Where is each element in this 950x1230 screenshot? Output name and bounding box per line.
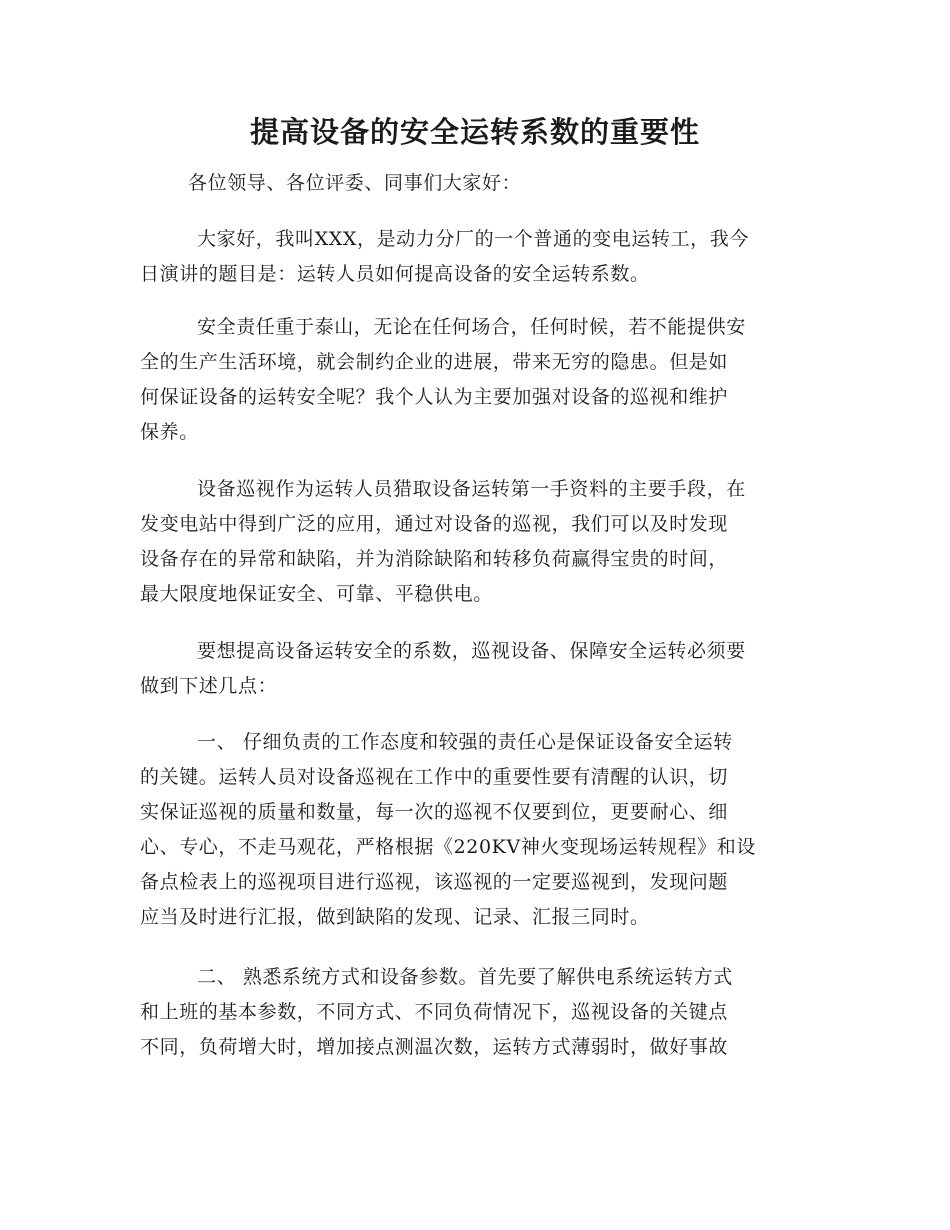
paragraph-line: 心、专心，不走马观花，严格根据《220KV神火变现场运转规程》和设 (140, 836, 756, 858)
paragraph-line: 的关键。运转人员对设备巡视在工作中的重要性要有清醒的认识，切 (140, 766, 729, 788)
paragraph-intro (140, 222, 810, 292)
paragraph-line: 何保证设备的运转安全呢？我个人认为主要加强对设备的巡视和维护 (140, 386, 729, 408)
paragraph-line: 备点检表上的巡视项目进行巡视，该巡视的一定要巡视到，发现问题 (140, 871, 729, 893)
paragraph-line: 和上班的基本参数，不同方式、不同负荷情况下，巡视设备的关键点 (140, 1001, 729, 1023)
paragraph-line: 发变电站中得到广泛的应用，通过对设备的巡视，我们可以及时发现 (140, 513, 729, 535)
paragraph-point-one (140, 725, 810, 935)
greeting-line: 各位领导、各位评委、同事们大家好： (188, 172, 522, 194)
paragraph-line: 不同，负荷增大时，增加接点测温次数，运转方式薄弱时，做好事故 (140, 1036, 729, 1058)
paragraph-line: 二、 熟悉系统方式和设备参数。首先要了解供电系统运转方式 (197, 966, 733, 988)
paragraph-line: 应当及时进行汇报，做到缺陷的发现、记录、汇报三同时。 (140, 906, 650, 928)
paragraph-requirements (140, 634, 810, 704)
paragraph-line: 全的生产生活环境，就会制约企业的进展，带来无穷的隐患。但是如 (140, 351, 729, 373)
paragraph-line: 安全责任重于泰山，无论在任何场合，任何时候，若不能提供安 (197, 316, 746, 338)
paragraph-line: 实保证巡视的质量和数量，每一次的巡视不仅要到位，更要耐心、细 (140, 801, 729, 823)
paragraph-inspection (140, 472, 810, 612)
document-title: 提高设备的安全运转系数的重要性 (249, 115, 700, 149)
paragraph-line: 做到下述几点： (140, 675, 278, 697)
paragraph-safety (140, 310, 810, 450)
paragraph-line: 设备巡视作为运转人员猎取设备运转第一手资料的主要手段，在 (197, 478, 746, 500)
paragraph-line: 大家好，我叫XXX，是动力分厂的一个普通的变电运转工，我今 (197, 228, 749, 250)
paragraph-line: 日演讲的题目是：运转人员如何提高设备的安全运转系数。 (140, 263, 650, 285)
paragraph-line: 设备存在的异常和缺陷，并为消除缺陷和转移负荷赢得宝贵的时间， (140, 548, 729, 570)
paragraph-line: 保养。 (140, 421, 199, 443)
paragraph-line: 最大限度地保证安全、可靠、平稳供电。 (140, 583, 493, 605)
paragraph-line: 一、 仔细负责的工作态度和较强的责任心是保证设备安全运转 (197, 731, 733, 753)
paragraph-line: 要想提高设备运转安全的系数，巡视设备、保障安全运转必须要 (197, 640, 746, 662)
paragraph-point-two (140, 960, 810, 1065)
